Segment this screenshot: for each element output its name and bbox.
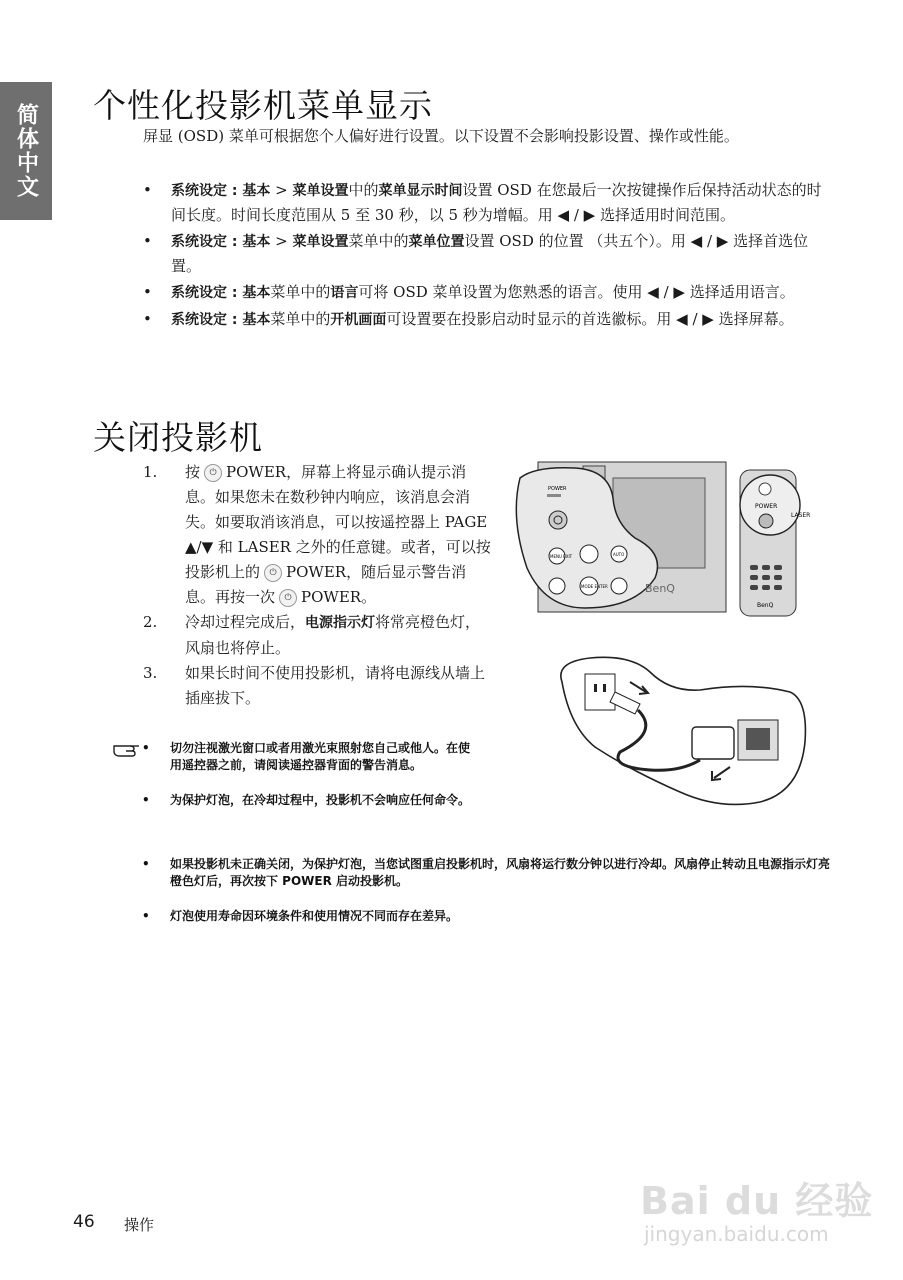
- power-icon: ⏻: [279, 589, 297, 607]
- baidu-watermark: Bai du 经验 jingyan.baidu.com: [640, 1179, 874, 1246]
- list-item: • 系统设定 : 基本 > 菜单设置菜单中的菜单位置设置 OSD 的位置 （共五个）。用 ◀ / ▶ 选择首选位置。: [143, 229, 823, 278]
- menu-exit-label: MENU EXIT: [550, 554, 573, 559]
- note-item: • 为保护灯泡，在冷却过程中，投影机不会响应任何命令。: [112, 792, 470, 809]
- auto-label: AUTO: [613, 552, 625, 557]
- page-number: 46: [73, 1212, 95, 1232]
- step-item: 2. 冷却过程完成后，电源指示灯将常亮橙色灯，风扇也将停止。: [143, 613, 481, 657]
- note-item: • 如果投影机未正确关闭，为保护灯泡，当您试图重启投影机时，风扇将运行数分钟以进行冷却。风扇停止转动且电源指示灯亮橙色灯后，再次按下 POWER 启动投影机。: [112, 856, 832, 890]
- power-label: POWER: [548, 486, 567, 492]
- mode-enter-label: MODE ENTER: [581, 584, 608, 589]
- note-item: • 切勿注视激光窗口或者用激光束照射您自己或他人。在使用遥控器之前，请阅读遥控器背面的警告消息。: [112, 740, 470, 774]
- list-item: • 系统设定 : 基本菜单中的开机画面可设置要在投影启动时显示的首选徽标。用 ◀ / ▶ 选择屏幕。: [143, 307, 823, 332]
- power-icon: ⏻: [264, 564, 282, 582]
- remote-brand-logo: BenQ: [757, 602, 774, 609]
- section-title-osd: 个性化投影机菜单显示: [93, 86, 433, 125]
- projector-illustration: [505, 458, 730, 618]
- footer-section: 操作: [124, 1216, 155, 1234]
- shutdown-steps: [143, 460, 493, 711]
- laser-label: LASER: [791, 512, 811, 519]
- step-item: 3. 如果长时间不使用投影机，请将电源线从墙上插座拔下。: [143, 664, 486, 707]
- list-item: • 系统设定 : 基本 > 菜单设置中的菜单显示时间设置 OSD 在您最后一次按键操作后保持活动状态的时间长度。时间长度范围从 5 至 30 秒，以 5 秒为增幅。用 ◀ / ▶ 选择适用时间范围。: [143, 178, 823, 227]
- step-item: 1. 按 ⏻ POWER，屏幕上将显示确认提示消息。如果您未在数秒钟内响应，该消息会消失。如要取消该消息，可以按遥控器上 PAGE ▲/▼ 和 LASER 之外的任意键。或者，可以按投影机上的 ⏻ POWER，随后显示警告消息。再按一次 ⏻ POWER。: [143, 463, 491, 606]
- brand-logo: BenQ: [645, 582, 675, 595]
- osd-settings-list: [143, 178, 823, 332]
- list-item: • 系统设定 : 基本菜单中的语言可将 OSD 菜单设置为您熟悉的语言。使用 ◀ / ▶ 选择适用语言。: [143, 280, 823, 305]
- section-intro: 屏显 (OSD) 菜单可根据您个人偏好进行设置。以下设置不会影响投影设置、操作或性能。: [143, 127, 739, 145]
- note-item: • 灯泡使用寿命因环境条件和使用情况不同而存在差异。: [112, 908, 832, 925]
- notes-wide: [112, 856, 832, 925]
- remote-control-illustration: [735, 465, 813, 620]
- language-side-tab: 简体中文: [0, 82, 52, 220]
- power-icon: ⏻: [204, 464, 222, 482]
- section-title-shutdown: 关闭投影机: [93, 418, 263, 457]
- power-cord-illustration: [550, 652, 810, 812]
- remote-power-label: POWER: [755, 503, 778, 510]
